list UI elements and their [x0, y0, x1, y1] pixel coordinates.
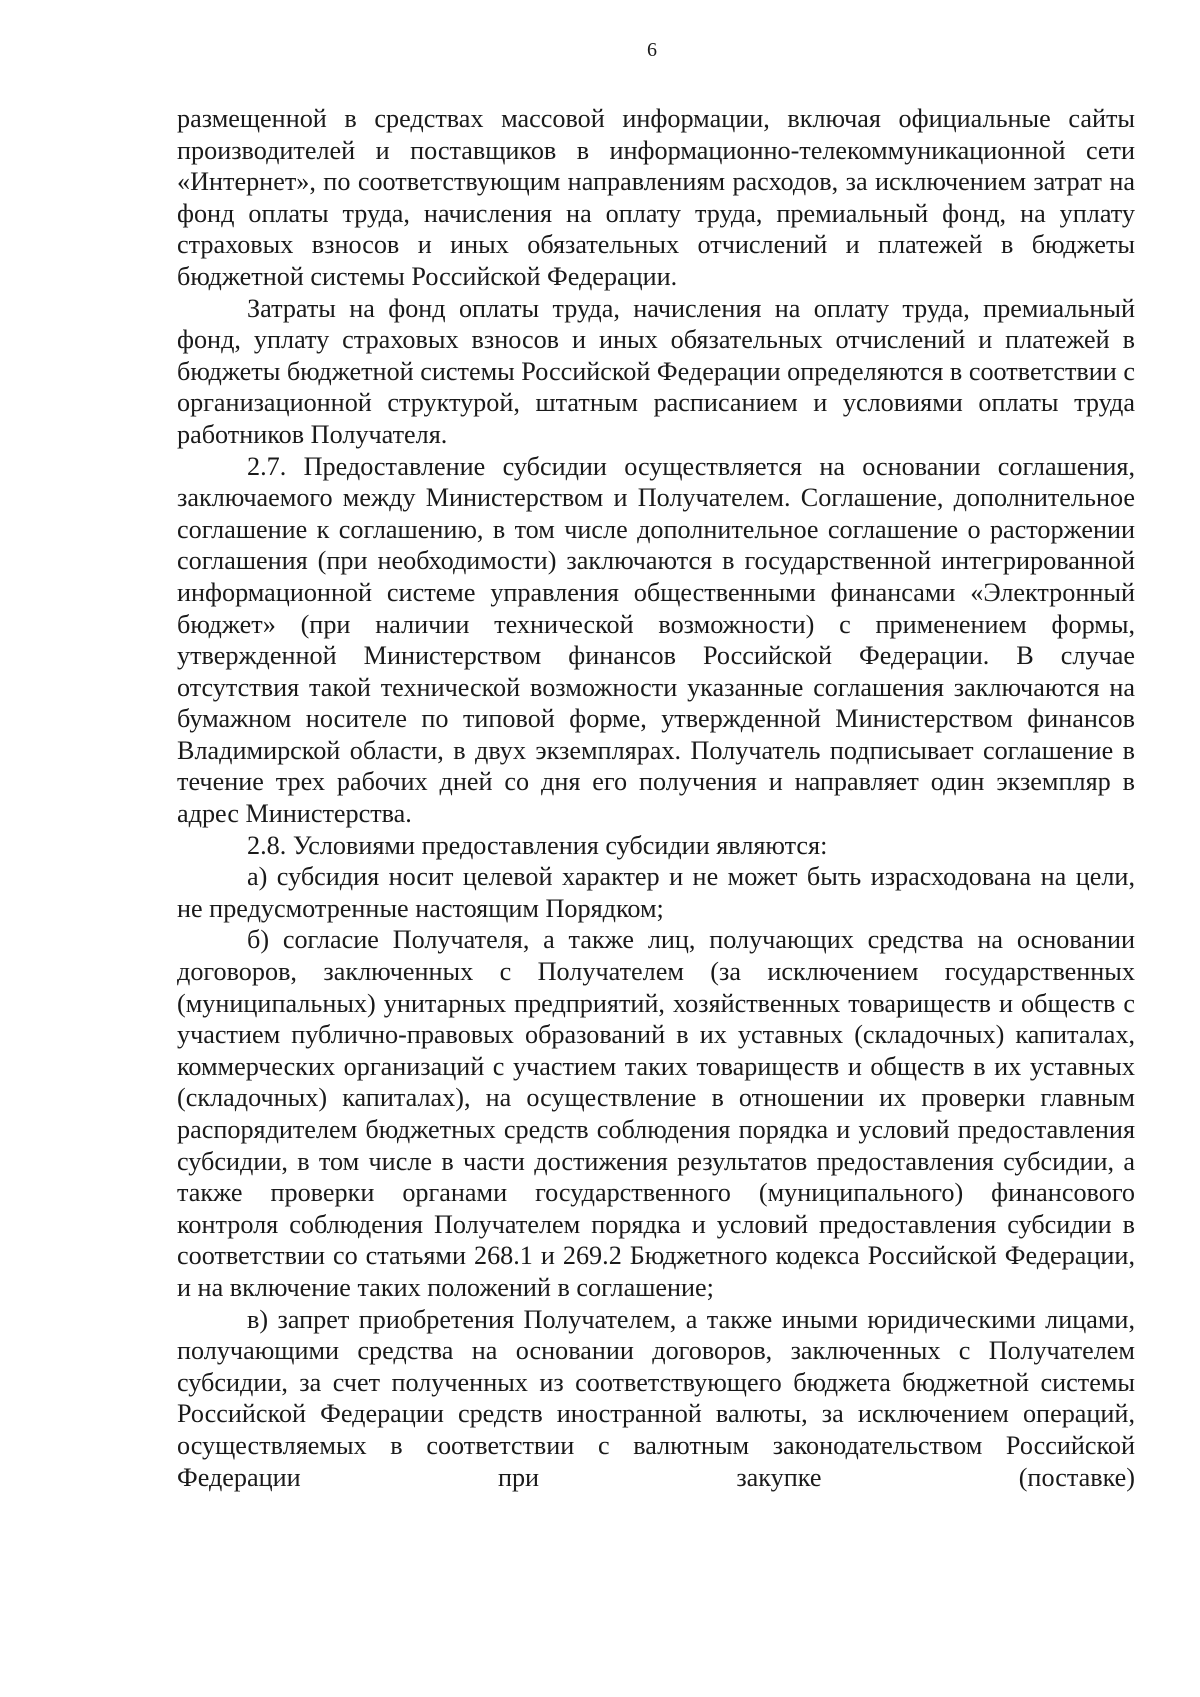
paragraph-item-a: а) субсидия носит целевой характер и не может быть израсходована на цели, не предусмотренные настоящим Порядком; [177, 862, 1135, 923]
paragraph-continuation: размещенной в средствах массовой информации, включая официальные сайты производителей и поставщиков в информационно-телекоммуникационной сети «Интернет», по соответствующим направлениям расходов, за исключением затрат на фонд оплаты труда, начисления на оплату труда, премиальный фонд, на уплату страховых взносов и иных обязательных отчислений и платежей в бюджеты бюджетной системы Российской Федерации. [177, 104, 1135, 291]
paragraph-2-8: 2.8. Условиями предоставления субсидии являются: [247, 830, 828, 860]
page-number: 6 [647, 39, 657, 61]
document-body [177, 103, 1135, 1493]
paragraph-item-v: в) запрет приобретения Получателем, а также иными юридическими лицами, получающими средства на основании договоров, заключенных с Получателем субсидии, за счет полученных из соответствующего бюджета бюджетной системы Российской Федерации средств иностранной валюты, за исключением операций, осуществляемых в соответствии с валютным законодательством Российской Федерации при закупке (поставке) [177, 1304, 1135, 1492]
paragraph-item-b: б) согласие Получателя, а также лиц, получающих средства на основании договоров, заключенных с Получателем (за исключением государственных (муниципальных) унитарных предприятий, хозяйственных товариществ и обществ с участием публично-правовых образований в их уставных (складочных) капиталах, коммерческих организаций с участием таких товариществ и обществ в их уставных (складочных) капиталах), на осуществление в отношении их проверки главным распорядителем бюджетных средств соблюдения порядка и условий предоставления субсидии, в том числе в части достижения результатов предоставления субсидии, а также проверки органами государственного (муниципального) финансового контроля соблюдения Получателем порядка и условий предоставления субсидии в соответствии со статьями 268.1 и 269.2 Бюджетного кодекса Российской Федерации, и на включение таких положений в соглашение; [177, 925, 1135, 1302]
paragraph-labor-costs: Затраты на фонд оплаты труда, начисления на оплату труда, премиальный фонд, уплату страховых взносов и иных обязательных отчислений и платежей в бюджеты бюджетной системы Российской Федерации определяются в соответствии с организационной структурой, штатным расписанием и условиями оплаты труда работников Получателя. [177, 293, 1135, 449]
paragraph-2-7: 2.7. Предоставление субсидии осуществляется на основании соглашения, заключаемого между Министерством и Получателем. Соглашение, дополнительное соглашение к соглашению, в том числе дополнительное соглашение о расторжении соглашения (при необходимости) заключаются в государственной интегрированной информационной системе управления общественными финансами «Электронный бюджет» (при наличии технической возможности) с применением формы, утвержденной Министерством финансов Российской Федерации. В случае отсутствия такой технической возможности указанные соглашения заключаются на бумажном носителе по типовой форме, утвержденной Министерством финансов Владимирской области, в двух экземплярах. Получатель подписывает соглашение в течение трех рабочих дней со дня его получения и направляет один экземпляр в адрес Министерства. [177, 451, 1135, 829]
